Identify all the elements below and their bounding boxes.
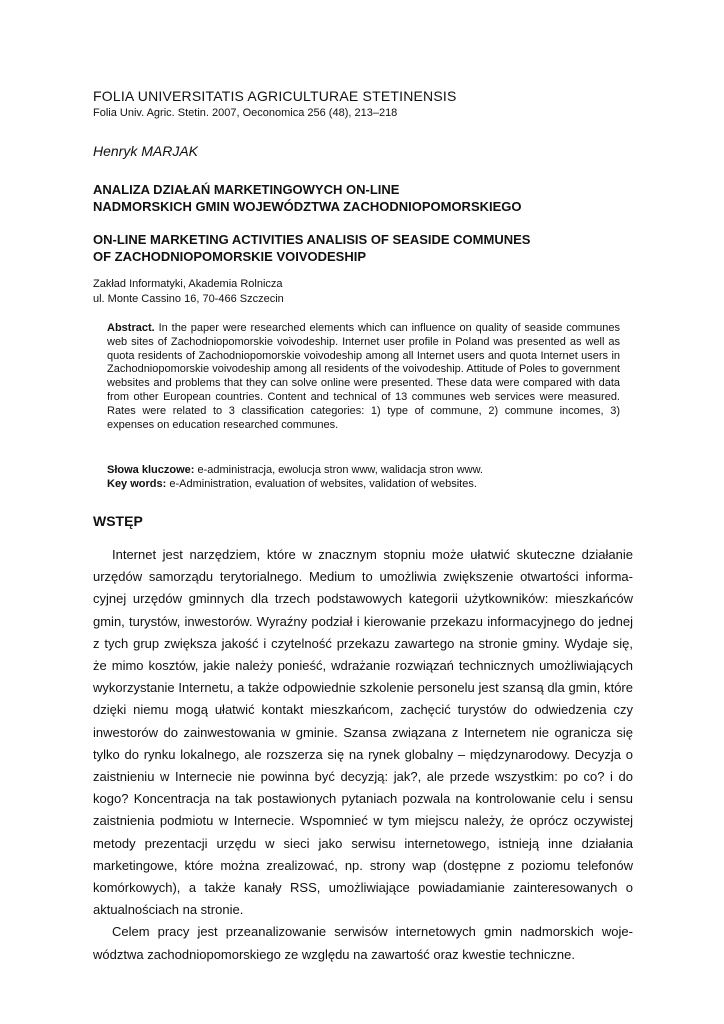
abstract — [107, 322, 620, 432]
body-paragraph-2: Celem pracy jest przeanalizowanie serwisów internetowych gmin nadmorskich województwa zachodniopomorskiego ze względu na zawartość oraz kwestie techniczne. — [93, 924, 633, 962]
keywords-polish-label: Słowa kluczowe: — [107, 464, 195, 476]
title-polish-line-1: ANALIZA DZIAŁAŃ MARKETINGOWYCH ON-LINE — [93, 182, 400, 197]
body-paragraph-1: Internet jest narzędziem, które w znacznym stopniu może ułatwić skuteczne działanie urzędów samorządu terytorialnego. Medium to umożliwia zwiększenie otwartości informacyjnej urzędów gminnych dla trzech podstawowych kategorii użytkowników: mieszkańców gmin, turystów, inwestorów. Wyraźny podział i kierowanie przekazu informacyjnego do jednej z tych grup zwiększa jakość i czytelność przekazu zawartego na stronie gminy. Wydaje się, że mimo kosztów, jakie należy ponieść, wdrażanie rozwiązań technicznych umożliwiających wykorzystanie Internetu, a także odpowiednie szkolenie personelu jest szansą dla gmin, które dzięki niemu mogą ułatwić kontakt mieszkańcom, zachęcić turystów do odwiedzenia czy inwestorów do zainwestowania w gminie. Szansa związana z Internetem nie ogranicza się tylko do rynku lokalnego, ale rozszerza się na rynek globalny – międzynarodowy. Decyzja o zaistnieniu w Internecie nie powinna być decyzją: jak?, ale przede wszystkim: po co? i do kogo? Koncentracja na tak postawionych pytaniach pozwala na kontrolowanie celu i sensu zaistnienia podmiotu w Internecie. Wspomnieć w tym miejscu należy, że oprócz oczywistej metody prezentacji urzędu w sieci jako serwisu internetowego, istnieją inne działania marketingowe, które można zrealizować, np. strony wap (dostępne z poziomu telefonów komórkowych), a także kanały RSS, umożliwiające powiadamianie zainteresowanych o aktualnościach na stronie. — [93, 547, 633, 918]
keywords-polish — [107, 463, 620, 477]
affiliation — [93, 277, 284, 307]
author-name: Henryk MARJAK — [93, 143, 199, 159]
journal-citation: Folia Univ. Agric. Stetin. 2007, Oeconomica 256 (48), 213–218 — [93, 107, 398, 119]
section-body — [93, 544, 633, 966]
affiliation-line-2: ul. Monte Cassino 16, 70-466 Szczecin — [93, 293, 284, 305]
affiliation-line-1: Zakład Informatyki, Akademia Rolnicza — [93, 278, 283, 290]
keywords-english-text: e-Administration, evaluation of websites, validation of websites. — [169, 478, 477, 490]
keywords-polish-text: e-administracja, ewolucja stron www, walidacja stron www. — [197, 464, 483, 476]
title-polish — [93, 181, 633, 215]
title-english — [93, 231, 633, 265]
title-polish-line-2: NADMORSKICH GMIN WOJEWÓDZTWA ZACHODNIOPOMORSKIEGO — [93, 199, 522, 214]
title-english-line-1: ON-LINE MARKETING ACTIVITIES ANALISIS OF SEASIDE COMMUNES — [93, 232, 531, 247]
keywords-english-label: Key words: — [107, 478, 167, 490]
abstract-text: In the paper were researched elements which can influence on quality of seaside communes web sites of Zachodniopomorskie voivodeship. Internet user profile in Poland was presented as well as quota residents of Zachodniopomorskie voivodeship among all Internet users and quota Internet users in Zachodniopomorskie voivodeship among all residents of the voivodeship. Attitude of Poles to government websites and problems that they can solve online were presented. These data were compared with data from other European countries. Content and technical of 13 communes web services were measured. Rates were related to 3 classification categories: 1) type of commune, 2) commune incomes, 3) expenses on education researched communes. — [107, 322, 620, 431]
section-heading: WSTĘP — [93, 513, 143, 529]
keywords-english — [107, 477, 620, 491]
journal-title: FOLIA UNIVERSITATIS AGRICULTURAE STETINENSIS — [93, 88, 457, 104]
title-english-line-2: OF ZACHODNIOPOMORSKIE VOIVODESHIP — [93, 249, 367, 264]
abstract-label: Abstract. — [107, 322, 155, 334]
